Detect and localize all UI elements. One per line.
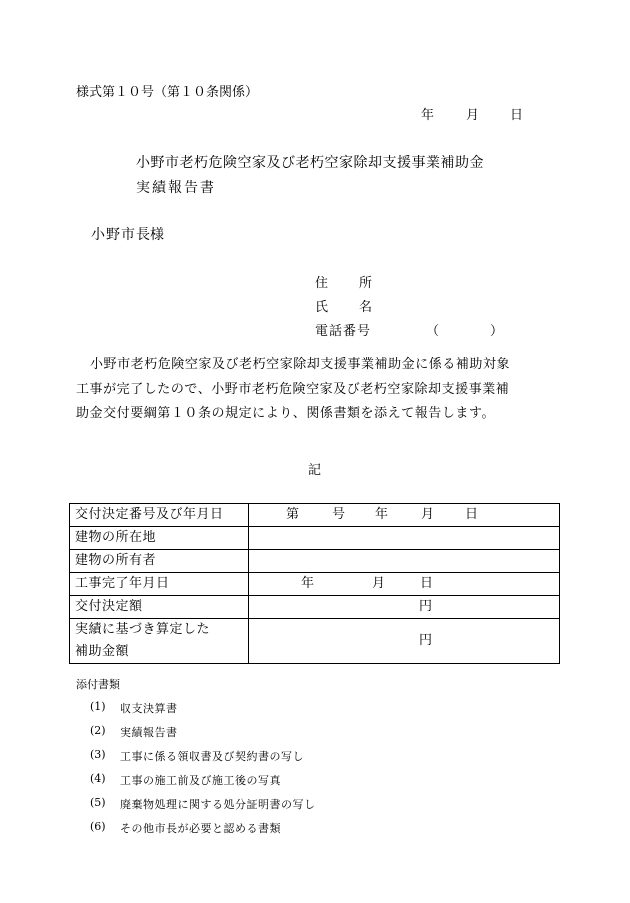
decision-dai: 第 — [286, 507, 300, 522]
form-number: 様式第１０号（第１０条関係） — [76, 85, 259, 100]
attachment-number: (3) — [90, 748, 106, 761]
subsidy-amount-label-line1: 実績に基づき算定した — [75, 622, 211, 637]
body-text-line2: 工事が完了したので、小野市老朽危険空家及び老朽空家除却支援事業補 — [76, 382, 510, 397]
decision-amount-value — [249, 596, 560, 619]
decision-amount-label: 交付決定額 — [70, 596, 249, 619]
applicant-phone-open-paren: （ — [426, 324, 440, 339]
document-title-line1: 小野市老朽危険空家及び老朽空家除却支援事業補助金 — [136, 155, 484, 171]
table-row — [70, 550, 560, 573]
addressee-honorific: 様 — [150, 227, 164, 243]
applicant-name-label-2: 名 — [359, 300, 373, 315]
attachment-number: (6) — [90, 820, 106, 833]
subsidy-amount-value — [249, 619, 560, 664]
decision-amount-unit: 円 — [419, 599, 433, 614]
decision-year: 年 — [375, 507, 389, 522]
completion-date-value — [249, 573, 560, 596]
table-row — [70, 619, 560, 664]
body-text-line3: 助金交付要綱第１０条の規定により、関係書類を添えて報告します。 — [76, 406, 496, 421]
subsidy-amount-label-line2: 補助金額 — [75, 644, 130, 659]
decision-go: 号 — [332, 507, 346, 522]
attachment-number: (5) — [90, 796, 106, 809]
attachment-number: (2) — [90, 724, 106, 737]
building-location-label: 建物の所在地 — [70, 527, 249, 550]
applicant-address-label-2: 所 — [359, 276, 373, 291]
applicant-address-label-1: 住 — [315, 276, 329, 291]
attachment-text: その他市長が必要と認める書類 — [120, 822, 281, 835]
completion-month: 月 — [372, 576, 386, 591]
attachment-text: 実績報告書 — [120, 726, 178, 739]
addressee-name: 小野市長 — [91, 227, 151, 243]
table-row — [70, 527, 560, 550]
attachment-number: (1) — [90, 700, 106, 713]
subsidy-amount-label — [70, 619, 249, 664]
applicant-name-label-1: 氏 — [315, 300, 329, 315]
ki-heading: 記 — [308, 463, 322, 478]
attachment-number: (4) — [90, 772, 106, 785]
subsidy-amount-unit: 円 — [419, 633, 433, 648]
completion-year: 年 — [301, 576, 315, 591]
building-owner-label: 建物の所有者 — [70, 550, 249, 573]
date-year-label: 年 — [421, 108, 435, 123]
date-month-label: 月 — [466, 108, 480, 123]
document-title-line2: 実績報告書 — [136, 180, 216, 196]
body-text-line1: 小野市老朽危険空家及び老朽空家除却支援事業補助金に係る補助対象 — [90, 357, 511, 372]
attachment-text: 工事に係る領収書及び契約書の写し — [120, 750, 304, 763]
applicant-phone-close-paren: ） — [490, 324, 504, 339]
decision-number-label: 交付決定番号及び年月日 — [70, 504, 249, 527]
attachment-text: 収支決算書 — [120, 702, 178, 715]
applicant-phone-label: 電話番号 — [315, 324, 372, 339]
decision-day: 日 — [465, 507, 479, 522]
report-table — [69, 503, 560, 664]
completion-date-label: 工事完了年月日 — [70, 573, 249, 596]
decision-number-value — [249, 504, 560, 527]
decision-month: 月 — [421, 507, 435, 522]
building-owner-value — [249, 550, 560, 573]
completion-day: 日 — [420, 576, 434, 591]
attachment-text: 工事の施工前及び施工後の写真 — [120, 774, 281, 787]
building-location-value — [249, 527, 560, 550]
date-day-label: 日 — [510, 108, 524, 123]
attachment-text: 廃棄物処理に関する処分証明書の写し — [120, 798, 316, 811]
attachments-title: 添付書類 — [76, 678, 120, 691]
table-row — [70, 596, 560, 619]
table-row — [70, 504, 560, 527]
table-row — [70, 573, 560, 596]
